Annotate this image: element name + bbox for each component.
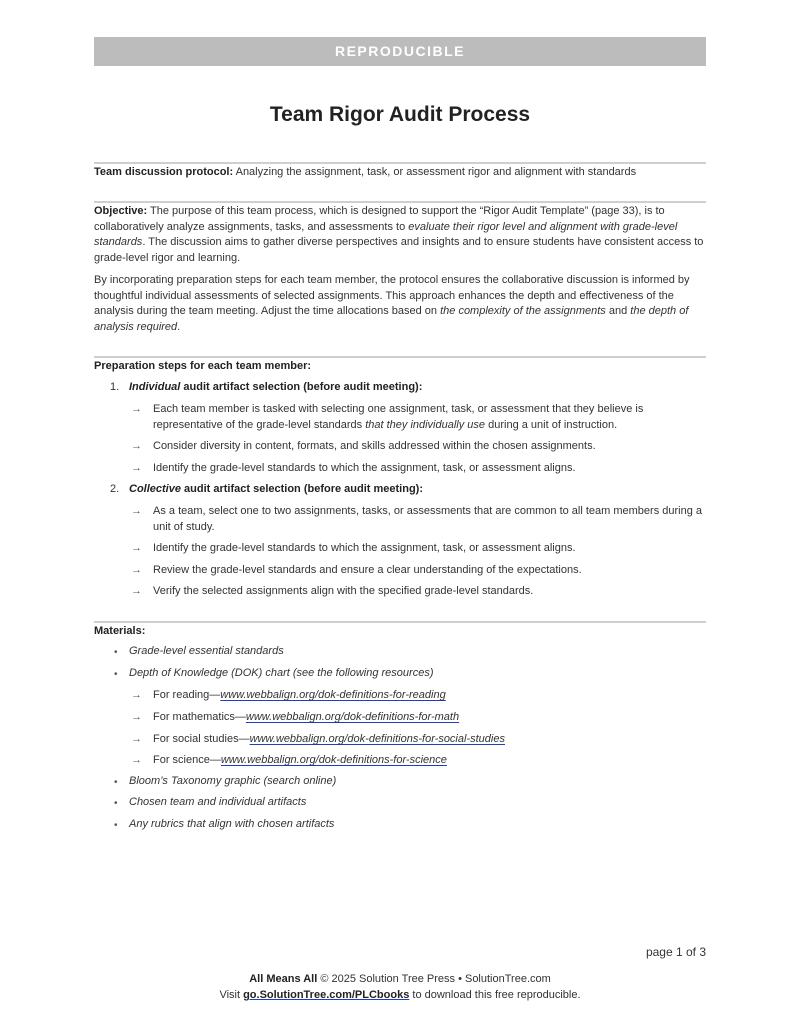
page-number: page 1 of 3 [645,945,706,959]
arrow-icon: → [131,462,142,474]
step-title-emphasis: Collective [129,483,181,495]
book-title: All Means All [249,973,318,985]
material-item: Chosen team and individual artifacts [129,796,307,808]
objective-label: Objective: [94,205,148,217]
materials-heading: Materials: [94,625,146,637]
step-title [129,483,423,495]
arrow-icon: → [131,542,142,554]
bullet-icon: • [114,798,118,809]
reading-link[interactable]: www.webbalign.org/dok-definitions-for-reading [220,689,446,701]
bullet-icon: • [114,820,118,831]
arrow-icon: → [131,754,142,766]
list-item: Identify the grade-level standards to which the assignment, task, or assessment aligns. [153,542,576,554]
bullet-icon: • [114,777,118,788]
material-item: Grade-level essential standards [129,645,284,657]
bullet-icon: • [114,647,118,658]
resource-item [153,753,705,769]
resource-item [153,688,705,704]
resource-label: For mathematics— [153,711,246,723]
resource-label: For social studies— [153,733,250,745]
arrow-icon: → [131,733,142,745]
math-link[interactable]: www.webbalign.org/dok-definitions-for-math [245,711,460,723]
science-link[interactable]: www.webbalign.org/dok-definitions-for-science [220,754,447,766]
incorporating-period: . [177,320,181,333]
arrow-icon: → [131,711,142,723]
objective-text-end: . The discussion aims to gather diverse perspectives and insights and to ensure students have consistent access to grade-level rigor and learning. [94,236,704,264]
divider [94,621,706,623]
list-item-text-end: during a unit of instruction. [485,418,618,431]
objective-paragraph [94,204,706,266]
download-text: to download this free reproducible. [409,989,581,1001]
resource-label: For reading— [153,689,221,701]
step-title [129,381,422,393]
list-item: Identify the grade-level standards to which the assignment, task, or assessment aligns. [153,462,576,474]
step-number: 2. [110,483,120,495]
step-number: 1. [110,381,120,393]
footer-copyright [0,973,800,985]
incorporating-emphasis: the complexity of the assignments [440,305,606,318]
material-item: Bloom’s Taxonomy graphic (search online) [129,775,337,787]
objective-text: The purpose of this team process, which is designed to support the “Rigor Audit Template” (page 33), is to collaboratively analyze assignments, tasks, and assessments to [94,205,665,233]
list-item [153,402,705,433]
step-title-text: audit artifact selection (before audit meeting): [180,381,423,393]
visit-text: Visit [219,989,244,1001]
resource-item [153,710,705,726]
arrow-icon: → [131,585,142,597]
page-title: Team Rigor Audit Process [269,103,531,126]
preparation-heading: Preparation steps for each team member: [94,360,312,372]
step-title-text: audit artifact selection (before audit meeting): [180,483,424,495]
arrow-icon: → [131,505,142,517]
bullet-icon: • [114,669,118,680]
reproducible-banner: REPRODUCIBLE [94,37,706,66]
incorporating-and: and [605,305,631,318]
protocol-text: Analyzing the assignment, task, or assessment rigor and alignment with standards [233,166,637,178]
arrow-icon: → [131,689,142,701]
list-item-emphasis: that they individually use [365,418,486,431]
list-item-text: Each team member is tasked with selecting one assignment, task, or assessment that they believe is representative of the grade-level standards [153,403,644,431]
incorporating-emphasis-2: the depth of analysis required [94,305,689,333]
objective-emphasis: evaluate their rigor level and alignment with grade-level standards [94,220,678,249]
resource-item [153,732,705,748]
copyright-text: © 2025 Solution Tree Press • SolutionTree.com [317,973,551,985]
social-studies-link[interactable]: www.webbalign.org/dok-definitions-for-social-studies [249,733,505,745]
footer-download [0,989,800,1001]
material-item: Any rubrics that align with chosen artifacts [129,818,335,830]
list-item: Consider diversity in content, formats, and skills addressed within the chosen assignments. [153,440,596,452]
protocol-line [94,165,706,181]
arrow-icon: → [131,440,142,452]
divider [94,201,706,203]
arrow-icon: → [131,403,142,415]
list-item: Verify the selected assignments align with the specified grade-level standards. [153,585,534,597]
list-item: Review the grade-level standards and ensure a clear understanding of the expectations. [153,564,582,576]
protocol-label: Team discussion protocol: [94,166,234,178]
divider [94,162,706,164]
list-item: As a team, select one to two assignments, tasks, or assessments that are common to all team members during a unit of study. [153,505,703,533]
divider [94,356,706,358]
material-item: Depth of Knowledge (DOK) chart (see the following resources) [129,667,434,679]
incorporating-paragraph [94,273,706,335]
download-link[interactable]: go.SolutionTree.com/PLCbooks [243,989,410,1001]
arrow-icon: → [131,564,142,576]
incorporating-text: By incorporating preparation steps for each team member, the protocol ensures the collaborative discussion is informed by thoughtful individual assessments of selected assignments. This approach enhances the depth and effectiveness of the analysis during the team meeting. Adjust the time allocations based on [94,274,690,318]
resource-label: For science— [153,754,221,766]
step-title-emphasis: Individual [129,381,181,393]
